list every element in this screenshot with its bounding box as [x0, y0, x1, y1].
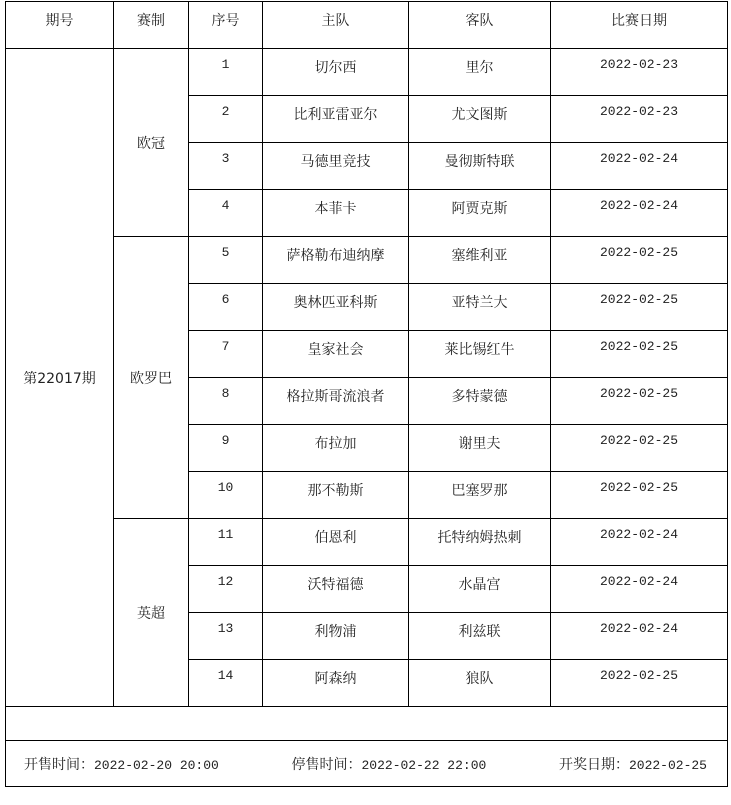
home-cell: 奥林匹亚科斯	[263, 284, 409, 331]
competition-cell: 英超	[114, 519, 189, 707]
home-cell: 切尔西	[263, 49, 409, 96]
date-cell: 2022-02-25	[551, 378, 728, 425]
seq-cell: 6	[189, 284, 263, 331]
away-cell: 巴塞罗那	[409, 472, 551, 519]
home-cell: 皇家社会	[263, 331, 409, 378]
header-date: 比赛日期	[551, 2, 728, 49]
home-cell: 本菲卡	[263, 190, 409, 237]
home-cell: 那不勒斯	[263, 472, 409, 519]
away-cell: 利兹联	[409, 613, 551, 660]
date-cell: 2022-02-25	[551, 472, 728, 519]
header-home: 主队	[263, 2, 409, 49]
seq-cell: 14	[189, 660, 263, 707]
table-row	[6, 519, 728, 566]
draw-date	[559, 754, 707, 774]
seq-cell: 5	[189, 237, 263, 284]
footer-cell	[6, 741, 728, 787]
date-cell: 2022-02-25	[551, 331, 728, 378]
blank-row	[6, 707, 728, 741]
seq-cell: 4	[189, 190, 263, 237]
away-cell: 水晶宫	[409, 566, 551, 613]
date-cell: 2022-02-25	[551, 237, 728, 284]
header-away: 客队	[409, 2, 551, 49]
away-cell: 尤文图斯	[409, 96, 551, 143]
seq-cell: 9	[189, 425, 263, 472]
sale-stop	[291, 754, 486, 774]
home-cell: 马德里竞技	[263, 143, 409, 190]
away-cell: 塞维利亚	[409, 237, 551, 284]
header-period: 期号	[6, 2, 114, 49]
home-cell: 利物浦	[263, 613, 409, 660]
table-row	[6, 49, 728, 96]
draw-date-label: 开奖日期：	[558, 756, 629, 773]
draw-date-value: 2022-02-25	[628, 757, 707, 773]
home-cell: 萨格勒布迪纳摩	[263, 237, 409, 284]
sale-stop-value: 2022-02-22 22:00	[361, 757, 487, 773]
blank-cell	[6, 707, 728, 741]
date-cell: 2022-02-23	[551, 49, 728, 96]
seq-cell: 8	[189, 378, 263, 425]
header-seq: 序号	[189, 2, 263, 49]
home-cell: 阿森纳	[263, 660, 409, 707]
home-cell: 布拉加	[263, 425, 409, 472]
away-cell: 亚特兰大	[409, 284, 551, 331]
home-cell: 比利亚雷亚尔	[263, 96, 409, 143]
header-format: 赛制	[114, 2, 189, 49]
competition-cell: 欧冠	[114, 49, 189, 237]
away-cell: 狼队	[409, 660, 551, 707]
footer-row	[6, 741, 728, 787]
date-cell: 2022-02-24	[551, 143, 728, 190]
date-cell: 2022-02-24	[551, 519, 728, 566]
sale-start	[24, 754, 219, 774]
away-cell: 阿贾克斯	[409, 190, 551, 237]
seq-cell: 7	[189, 331, 263, 378]
date-cell: 2022-02-25	[551, 284, 728, 331]
table-row	[6, 237, 728, 284]
date-cell: 2022-02-25	[551, 660, 728, 707]
sale-start-value: 2022-02-20 20:00	[94, 757, 219, 773]
date-cell: 2022-02-24	[551, 613, 728, 660]
seq-cell: 2	[189, 96, 263, 143]
header-row	[6, 2, 728, 49]
home-cell: 沃特福德	[263, 566, 409, 613]
seq-cell: 1	[189, 49, 263, 96]
seq-cell: 11	[189, 519, 263, 566]
seq-cell: 12	[189, 566, 263, 613]
home-cell: 格拉斯哥流浪者	[263, 378, 409, 425]
competition-cell: 欧罗巴	[114, 237, 189, 519]
away-cell: 托特纳姆热刺	[409, 519, 551, 566]
sale-stop-label: 停售时间：	[291, 756, 362, 773]
date-cell: 2022-02-24	[551, 190, 728, 237]
away-cell: 莱比锡红牛	[409, 331, 551, 378]
sale-info	[6, 754, 727, 774]
away-cell: 里尔	[409, 49, 551, 96]
away-cell: 曼彻斯特联	[409, 143, 551, 190]
date-cell: 2022-02-24	[551, 566, 728, 613]
date-cell: 2022-02-23	[551, 96, 728, 143]
match-schedule-table	[5, 1, 728, 787]
seq-cell: 10	[189, 472, 263, 519]
home-cell: 伯恩利	[263, 519, 409, 566]
date-cell: 2022-02-25	[551, 425, 728, 472]
away-cell: 多特蒙德	[409, 378, 551, 425]
away-cell: 谢里夫	[409, 425, 551, 472]
period-cell: 第22017期	[6, 49, 114, 707]
seq-cell: 3	[189, 143, 263, 190]
sale-start-label: 开售时间：	[24, 756, 94, 773]
seq-cell: 13	[189, 613, 263, 660]
